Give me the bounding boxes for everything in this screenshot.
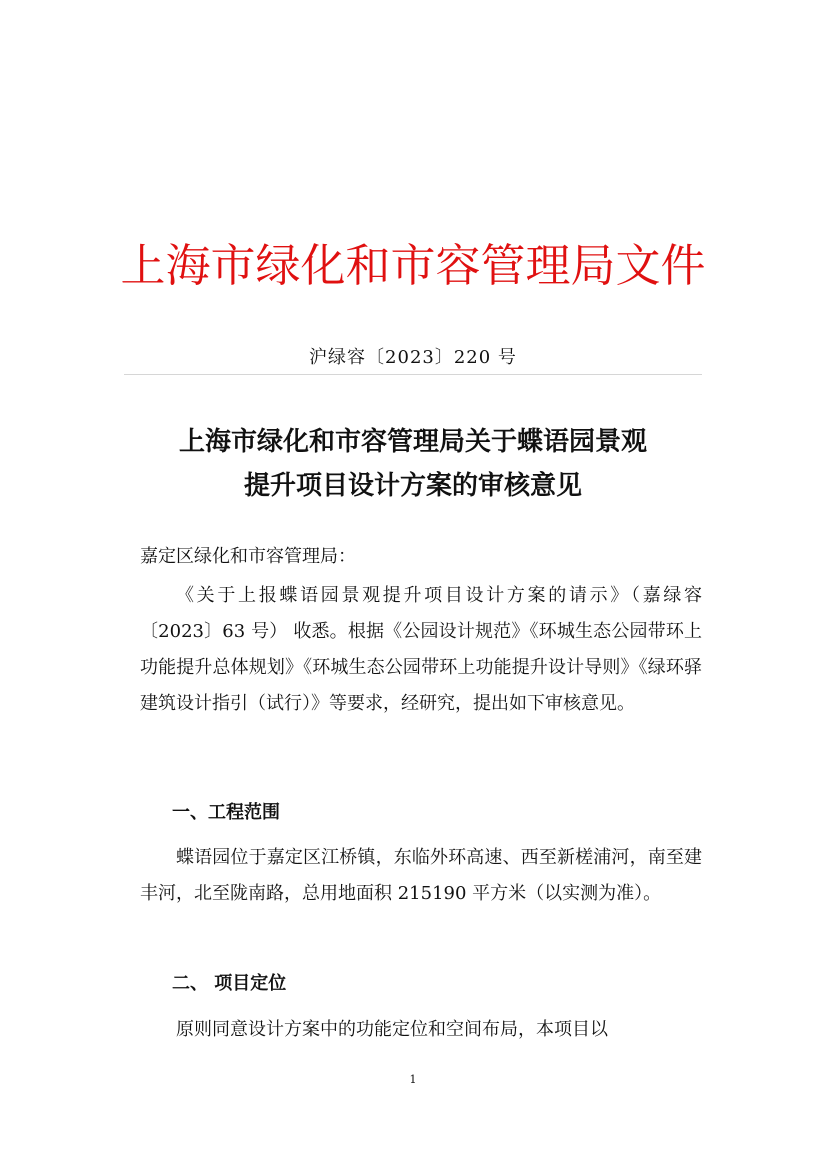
scope-paragraph: 蝶语园位于嘉定区江桥镇，东临外环高速、西至新槎浦河，南至建丰河，北至陇南路，总用地面积 215190 平方米（以实测为准）。: [140, 847, 702, 904]
document-title-line-2: 提升项目设计方案的审核意见: [243, 471, 582, 501]
section-heading-scope: 一、工程范围: [172, 802, 280, 823]
positioning-paragraph: 原则同意设计方案中的功能定位和空间布局，本项目以: [176, 1019, 608, 1040]
intro-paragraph: 《关于上报蝶语园景观提升项目设计方案的请示》（嘉绿容〔2023〕63 号） 收悉。根据《公园设计规范》《环城生态公园带环上功能提升总体规划》《环城生态公园带环上功能提升设计导则》《绿环驿建筑设计指引（试行）》等要求，经研究，提出如下审核意见。: [140, 585, 702, 714]
salutation: 嘉定区绿化和市容管理局：: [140, 546, 356, 567]
document-title: [100, 420, 726, 508]
masthead-title: 上海市绿化和市容管理局文件: [120, 239, 706, 292]
page-number: 1: [409, 1073, 417, 1086]
section-heading-positioning: 二、 项目定位: [172, 973, 287, 994]
document-title-line-1: 上海市绿化和市容管理局关于蝶语园景观: [178, 427, 647, 457]
document-number: 沪绿容〔2023〕220 号: [309, 347, 517, 368]
separator-line: [124, 374, 702, 375]
